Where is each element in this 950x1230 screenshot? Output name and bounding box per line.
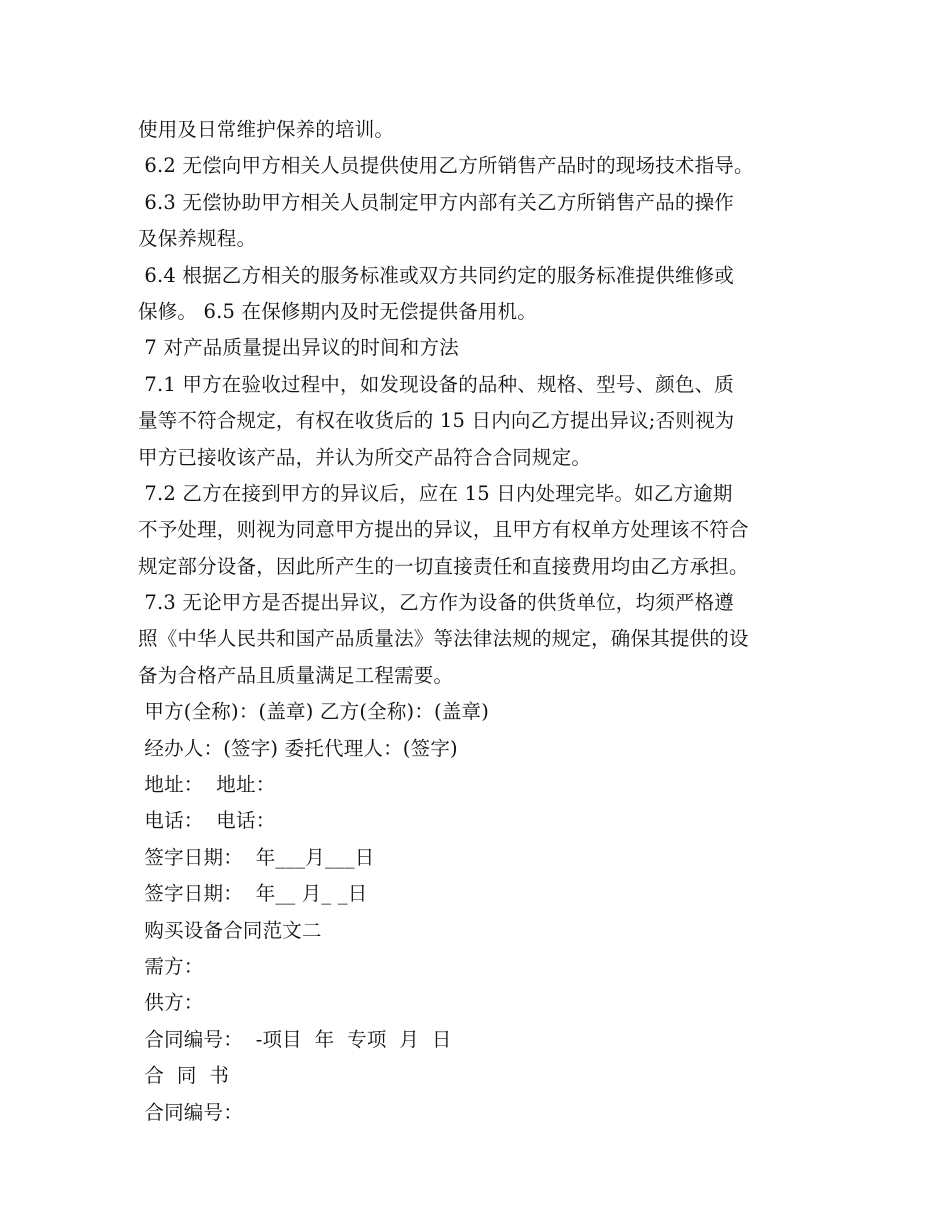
contract-number-line: 合同编号： -项目 年 专项 月 日 (138, 1027, 452, 1051)
phone-line: 电话： 电话： (138, 809, 276, 833)
text-line: 6.3 无偿协助甲方相关人员制定甲方内部有关乙方所销售产品的操作 (138, 190, 735, 214)
text-line: 保修。 6.5 在保修期内及时无偿提供备用机。 (138, 299, 538, 323)
contract-text-body (138, 112, 818, 1131)
buyer-line: 需方： (138, 954, 204, 978)
text-line: 量等不符合规定，有权在收货后的 15 日内向乙方提出异议;否则视为 (138, 409, 735, 433)
text-line: 规定部分设备，因此所产生的一切直接责任和直接费用均由乙方承担。 (138, 554, 749, 578)
section-heading: 7 对产品质量提出异议的时间和方法 (138, 336, 459, 360)
text-line: 6.2 无偿向甲方相关人员提供使用乙方所销售产品时的现场技术指导。 (138, 154, 754, 178)
section-heading: 购买设备合同范文二 (138, 918, 322, 942)
text-line: 甲方已接收该产品，并认为所交产品符合合同规定。 (138, 445, 592, 469)
sign-date-line: 签字日期： 年___月___日 (138, 845, 375, 869)
address-line: 地址： 地址： (138, 773, 276, 797)
text-line: 不予处理，则视为同意甲方提出的异议，且甲方有权单方处理该不符合 (138, 518, 749, 542)
sign-date-line: 签字日期： 年__ 月_ _日 (138, 882, 368, 906)
text-line: 7.3 无论甲方是否提出异议，乙方作为设备的供货单位，均须严格遵 (138, 591, 735, 615)
signature-agents: 经办人：(签字) 委托代理人：(签字) (138, 736, 458, 760)
supplier-line: 供方： (138, 991, 204, 1015)
text-line: 7.1 甲方在验收过程中，如发现设备的品种、规格、型号、颜色、质 (138, 372, 735, 396)
signature-parties: 甲方(全称)：(盖章) 乙方(全称)：(盖章) (138, 700, 490, 724)
text-line: 使用及日常维护保养的培训。 (138, 118, 395, 141)
contract-title: 合 同 书 (138, 1064, 230, 1088)
text-line: 照《中华人民共和国产品质量法》等法律法规的规定，确保其提供的设 (138, 627, 749, 651)
text-line: 备为合格产品且质量满足工程需要。 (138, 663, 454, 687)
text-line: 6.4 根据乙方相关的服务标准或双方共同约定的服务标准提供维修或 (138, 263, 735, 287)
text-line: 及保养规程。 (138, 227, 257, 251)
text-line: 7.2 乙方在接到甲方的异议后，应在 15 日内处理完毕。如乙方逾期 (138, 481, 733, 505)
contract-number-line: 合同编号： (138, 1100, 243, 1124)
